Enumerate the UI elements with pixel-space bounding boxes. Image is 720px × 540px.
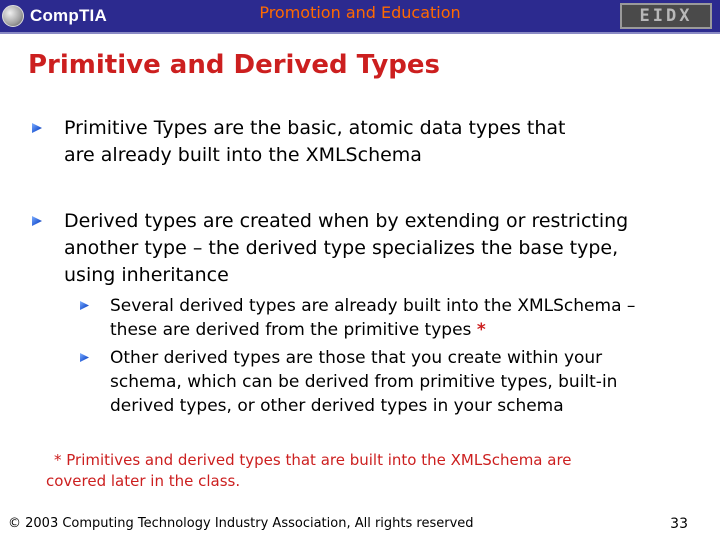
bullet-line: Derived types are created when by extending or restricting	[64, 210, 629, 232]
sub-bullet-user-derived	[110, 346, 710, 418]
eidx-logo	[620, 3, 712, 29]
page-number: 33	[670, 516, 688, 532]
slide-title: Primitive and Derived Types	[28, 50, 441, 80]
bullet-line: another type – the derived type specializes the base type,	[64, 237, 619, 259]
footnote-line: covered later in the class.	[46, 472, 241, 490]
sub-bullet-line: derived types, or other derived types in your schema	[110, 396, 564, 416]
sub-bullet-line	[110, 318, 710, 342]
sub-bullet-line: Other derived types are those that you create within your	[110, 348, 603, 368]
bullet-line: Primitive Types are the basic, atomic data types that	[64, 117, 566, 139]
triangle-bullet-icon	[32, 123, 42, 133]
eidx-logo-text: EIDX	[639, 6, 693, 26]
header-title: Promotion and Education	[259, 3, 461, 22]
sub-bullet-builtin-derived	[110, 294, 710, 342]
sub-bullet-line: schema, which can be derived from primitive types, built-in	[110, 372, 618, 392]
triangle-bullet-icon	[80, 353, 89, 362]
footnote-asterisk: *	[476, 320, 486, 340]
sub-bullet-line-text: these are derived from the primitive types	[110, 320, 472, 340]
bullet-line: are already built into the XMLSchema	[64, 144, 422, 166]
header-bar	[0, 0, 720, 34]
comptia-logo-text: CompTIA	[30, 6, 107, 25]
bullet-primitive-types	[64, 115, 704, 169]
copyright-notice: © 2003 Computing Technology Industry Association, All rights reserved	[8, 516, 474, 531]
footnote-line: * Primitives and derived types that are built into the XMLSchema are	[54, 451, 572, 469]
sub-bullet-line: Several derived types are already built into the XMLSchema –	[110, 296, 636, 316]
triangle-bullet-icon	[32, 216, 42, 226]
bullet-line: using inheritance	[64, 264, 229, 286]
footnote	[46, 450, 686, 492]
triangle-bullet-icon	[80, 301, 89, 310]
bullet-derived-types	[64, 208, 714, 289]
